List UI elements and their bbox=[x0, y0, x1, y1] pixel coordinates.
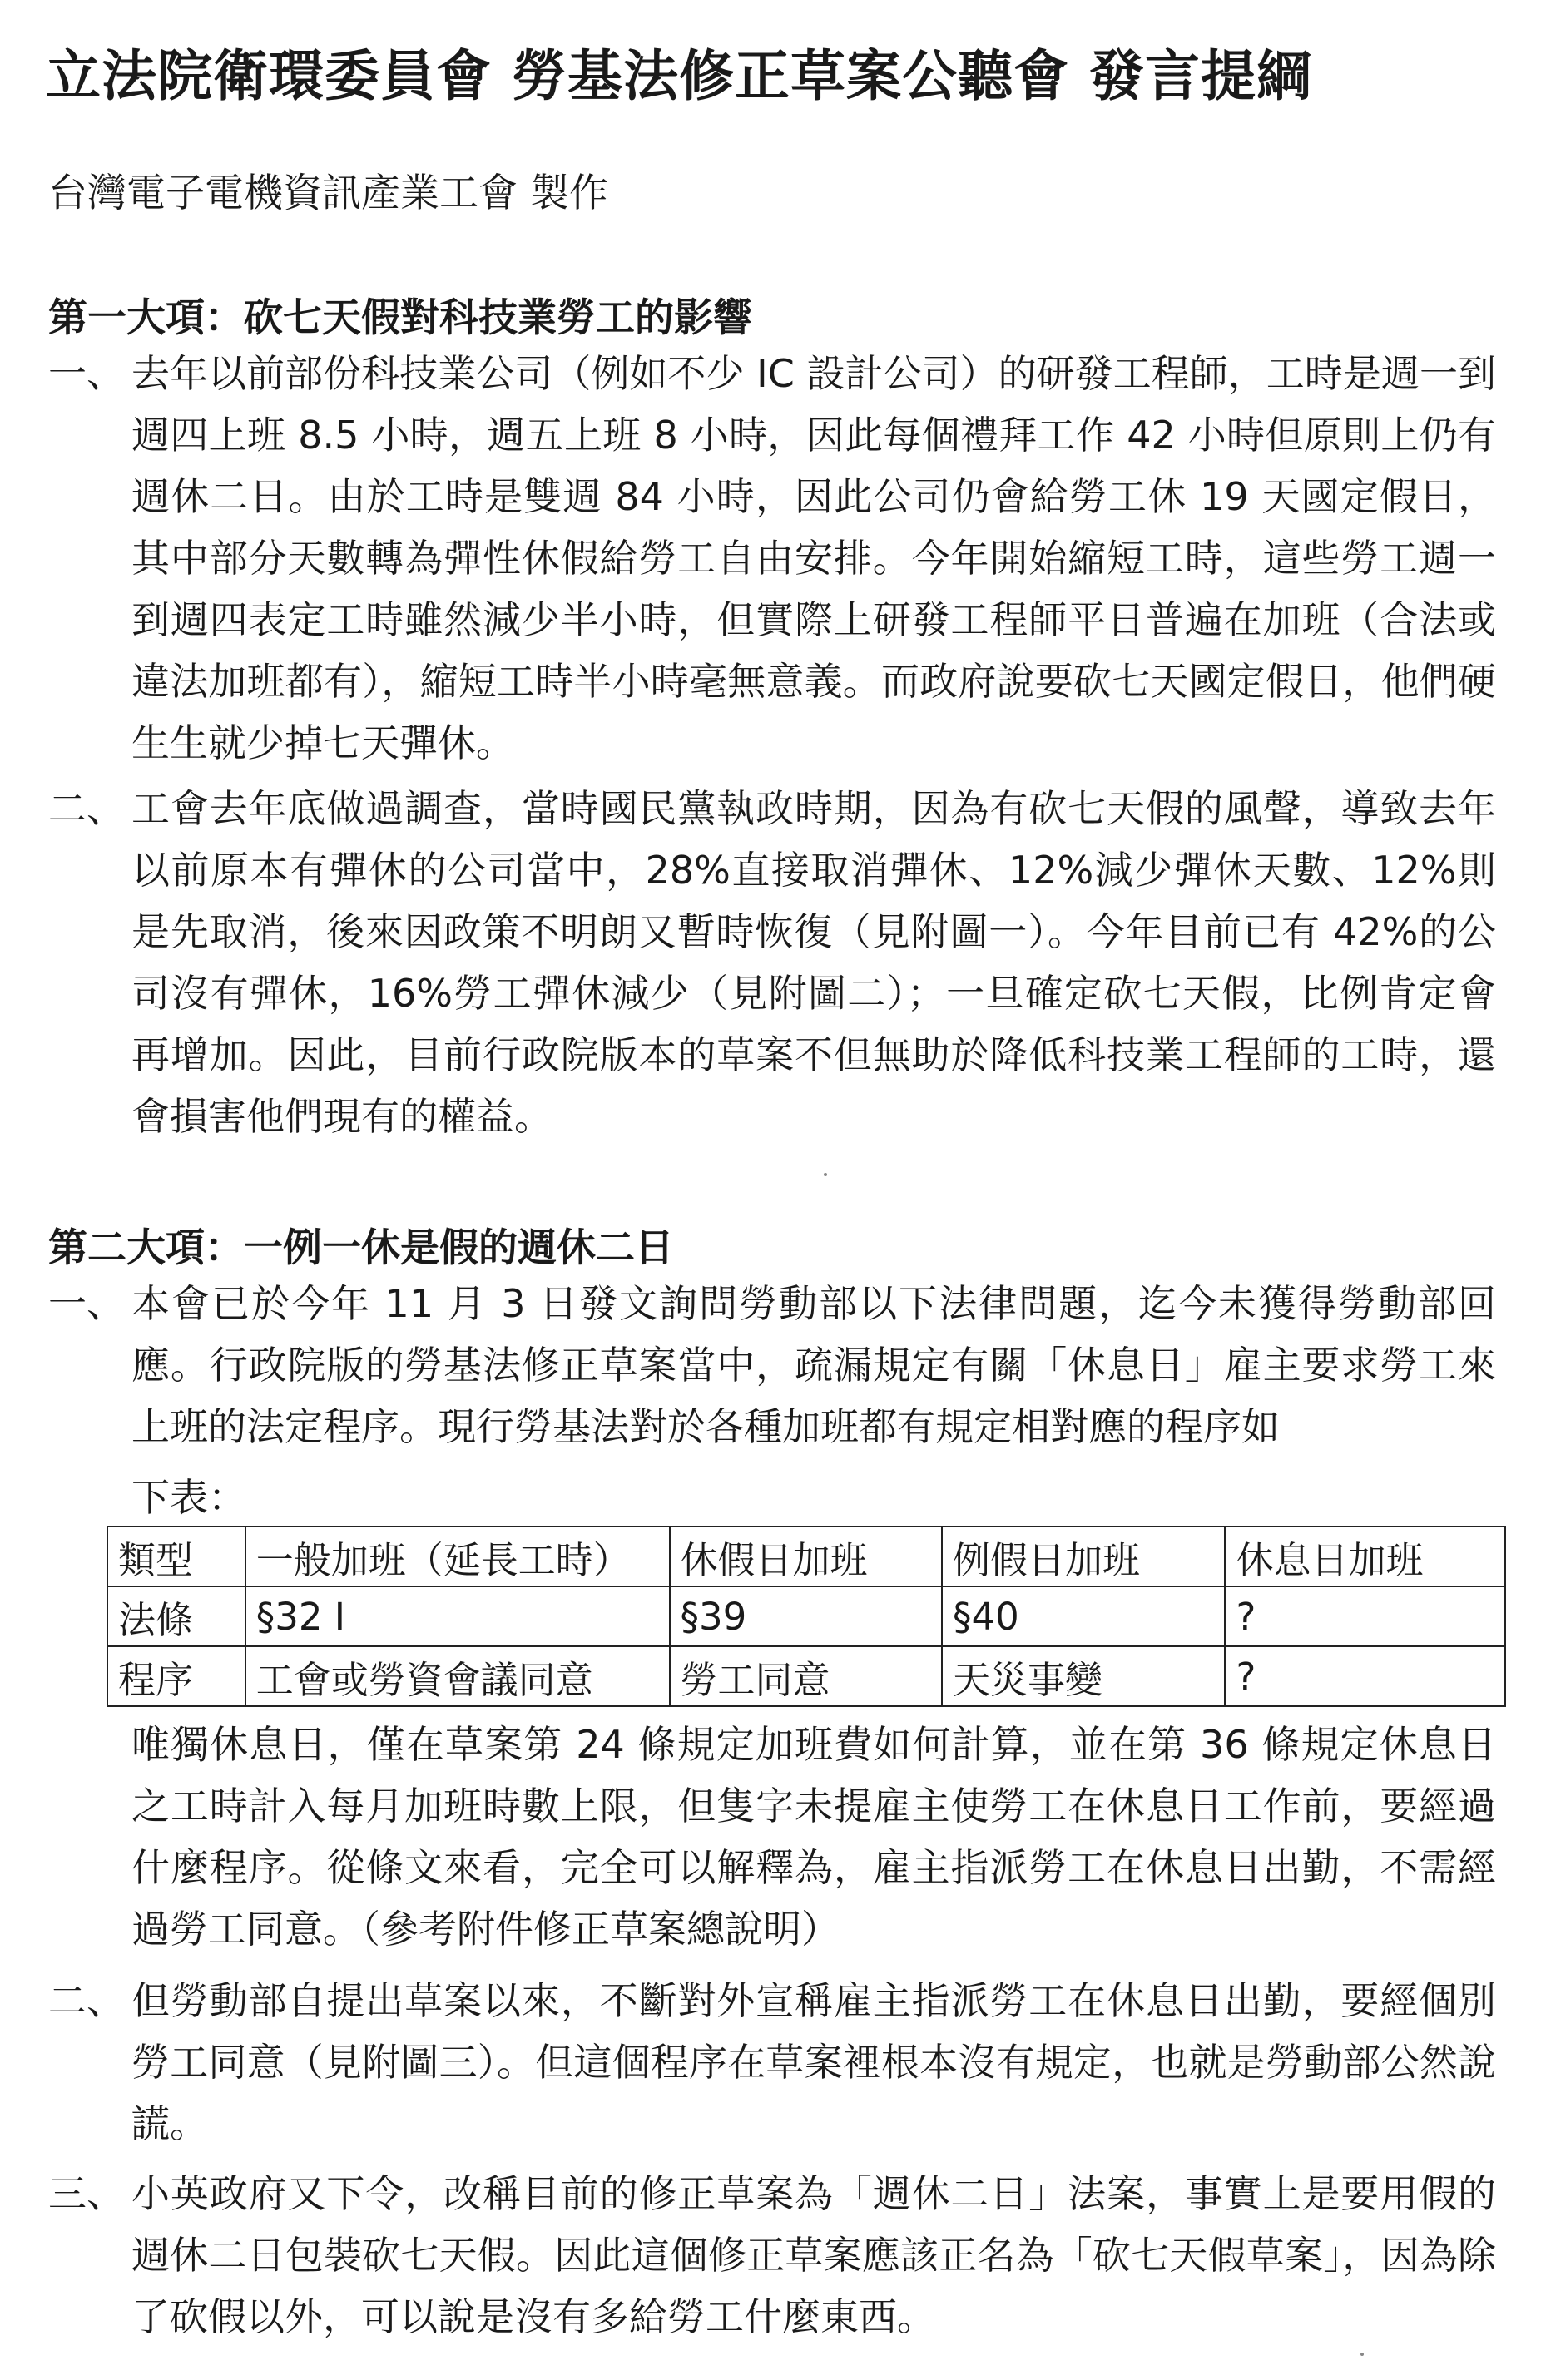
table-cell: §32 I bbox=[245, 1586, 670, 1646]
item-number: 一、 bbox=[48, 1281, 125, 1326]
item-text: 小英政府又下令，改稱目前的修正草案為「週休二日」法案，事實上是要用假的週休二日包裝砍七天假。因此這個修正草案應該正名為「砍七天假草案」，因為除了砍假以外，可以說是沒有多給勞工什麼東西。 bbox=[131, 2171, 1496, 2339]
table-cell: 天災事變 bbox=[942, 1646, 1225, 1706]
section-2-item-3 bbox=[48, 2163, 1496, 2348]
table-cell: ? bbox=[1225, 1646, 1505, 1706]
item-number: 三、 bbox=[48, 2171, 125, 2216]
item-text: 去年以前部份科技業公司（例如不少 IC 設計公司）的研發工程師，工時是週一到週四上班 8.5 小時，週五上班 8 小時，因此每個禮拜工作 42 小時但原則上仍有週休二日。由於工時是雙週 84 小時，因此公司仍會給勞工休 19 天國定假日，其中部分天數轉為彈性休假給勞工自由安排。今年開始縮短工時，這些勞工週一到週四表定工時雖然減少半小時，但實際上研發工程師平日普遍在加班（合法或違法加班都有），縮短工時半小時毫無意義。而政府說要砍七天國定假日，他們硬生生就少掉七天彈休。 bbox=[131, 351, 1497, 765]
scan-speck bbox=[824, 1173, 827, 1176]
table-row bbox=[107, 1646, 1505, 1706]
section-2-heading: 第二大項：一例一休是假的週休二日 bbox=[48, 1225, 674, 1271]
table-row bbox=[107, 1526, 1505, 1586]
item-text: 本會已於今年 11 月 3 日發文詢問勞動部以下法律問題，迄今未獲得勞動部回應。行政院版的勞基法修正草案當中，疏漏規定有關「休息日」雇主要求勞工來上班的法定程序。現行勞基法對於各種加班都有規定相對應的程序如 bbox=[131, 1281, 1496, 1449]
table-cell: 休息日加班 bbox=[1225, 1526, 1505, 1586]
overtime-procedure-table bbox=[107, 1526, 1506, 1707]
item-text: 工會去年底做過調查，當時國民黨執政時期，因為有砍七天假的風聲，導致去年以前原本有彈休的公司當中，28%直接取消彈休、12%減少彈休天數、12%則是先取消，後來因政策不明朗又暫時恢復（見附圖一）。今年目前已有 42%的公司沒有彈休，16%勞工彈休減少（見附圖二）；一旦確定砍七天假，比例肯定會再增加。因此，目前行政院版本的草案不但無助於降低科技業工程師的工時，還會損害他們現有的權益。 bbox=[131, 786, 1496, 1139]
section-1-item-1 bbox=[48, 343, 1496, 774]
section-2-item-2 bbox=[48, 1970, 1496, 2155]
section-1-item-2 bbox=[48, 778, 1496, 1147]
producer-line: 台灣電子電機資訊產業工會 製作 bbox=[48, 171, 608, 216]
table-cell: §39 bbox=[670, 1586, 943, 1646]
table-intro: 下表： bbox=[131, 1475, 246, 1520]
table-cell: 類型 bbox=[107, 1526, 245, 1586]
section-1-heading: 第一大項：砍七天假對科技業勞工的影響 bbox=[48, 295, 752, 341]
table-cell: 工會或勞資會議同意 bbox=[245, 1646, 670, 1706]
table-cell: 休假日加班 bbox=[670, 1526, 943, 1586]
post-table-paragraph: 唯獨休息日，僅在草案第 24 條規定加班費如何計算，並在第 36 條規定休息日之工時計入每月加班時數上限，但隻字未提雇主使勞工在休息日工作前，要經過什麼程序。從條文來看，完全可以解釋為，雇主指派勞工在休息日出勤，不需經過勞工同意。（參考附件修正草案總說明） bbox=[131, 1722, 1496, 1952]
item-text: 但勞動部自提出草案以來，不斷對外宣稱雇主指派勞工在休息日出勤，要經個別勞工同意（見附圖三）。但這個程序在草案裡根本沒有規定，也就是勞動部公然說謊。 bbox=[131, 1978, 1496, 2146]
item-number: 一、 bbox=[48, 351, 125, 396]
table-cell: ? bbox=[1225, 1586, 1505, 1646]
scan-speck bbox=[1360, 2353, 1364, 2356]
table-cell: §40 bbox=[942, 1586, 1225, 1646]
table-cell: 勞工同意 bbox=[670, 1646, 943, 1706]
table-cell: 例假日加班 bbox=[942, 1526, 1225, 1586]
section-2-item-1 bbox=[48, 1273, 1496, 1457]
table-cell: 法條 bbox=[107, 1586, 245, 1646]
table-cell: 一般加班（延長工時） bbox=[245, 1526, 670, 1586]
document-title: 立法院衛環委員會 勞基法修正草案公聽會 發言提綱 bbox=[46, 44, 1312, 108]
item-number: 二、 bbox=[48, 1978, 125, 2023]
table-cell: 程序 bbox=[107, 1646, 245, 1706]
item-number: 二、 bbox=[48, 786, 125, 831]
table-row bbox=[107, 1586, 1505, 1646]
